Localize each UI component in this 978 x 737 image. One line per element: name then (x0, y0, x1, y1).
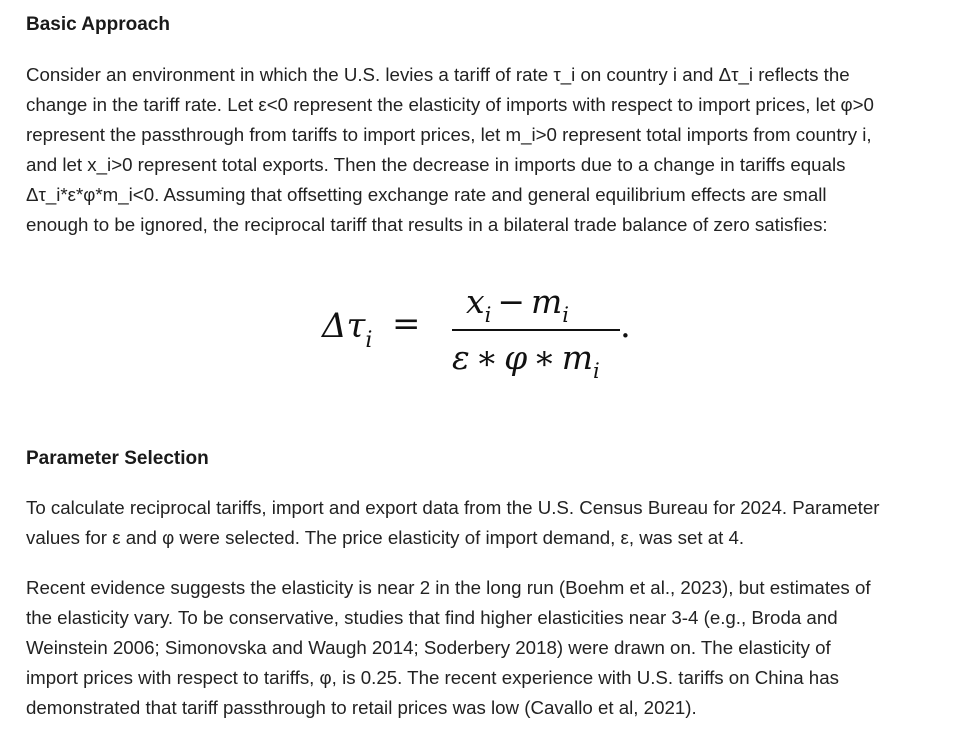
text-line: demonstrated that tariff passthrough to retail prices was low (Cavallo et al, 2021). (26, 697, 697, 718)
text-line: Consider an environment in which the U.S. levies a tariff of rate τ_i on country i and Δτ_i reflects the (26, 64, 850, 85)
text-line: Recent evidence suggests the elasticity is near 2 in the long run (Boehm et al., 2023), but estimates of (26, 577, 871, 598)
text-line: the elasticity vary. To be conservative, studies that find higher elasticities near 3-4 (e.g., Broda and (26, 607, 838, 628)
denominator-m: m (561, 338, 593, 377)
denominator-phi: φ (504, 338, 528, 377)
text-line: To calculate reciprocal tariffs, import and export data from the U.S. Census Bureau for 2024. Parameter (26, 497, 880, 518)
numerator-term-x-subscript: i (484, 303, 492, 327)
reciprocal-tariff-equation (322, 280, 642, 390)
equation-denominator (452, 338, 600, 383)
denominator-times-2: ∗ (533, 338, 556, 377)
heading-parameter-selection: Parameter Selection (26, 448, 209, 469)
paragraph-parameter-evidence (26, 573, 956, 723)
equation-fraction (452, 280, 631, 390)
text-line: enough to be ignored, the reciprocal tariff that results in a bilateral trade balance of zero satisfies: (26, 214, 828, 235)
paragraph-basic-approach (26, 60, 956, 240)
equation-lhs (322, 306, 373, 353)
equation-numerator (466, 282, 570, 327)
heading-basic-approach: Basic Approach (26, 14, 170, 35)
text-line: and let x_i>0 represent total exports. Then the decrease in imports due to a change in tariffs equals (26, 154, 846, 175)
denominator-times-1: ∗ (475, 338, 499, 377)
denominator-epsilon: ε (452, 338, 470, 377)
equation-period: . (620, 306, 631, 346)
equation-lhs-subscript: i (365, 328, 373, 353)
text-line: Weinstein 2006; Simonovska and Waugh 2014; Soderbery 2018) were drawn on. The elasticity of (26, 637, 831, 658)
numerator-term-m-subscript: i (562, 303, 570, 327)
text-line: represent the passthrough from tariffs to import prices, let m_i>0 represent total imports from country i, (26, 124, 872, 145)
text-line: Δτ_i*ε*φ*m_i<0. Assuming that offsetting exchange rate and general equilibrium effects are small (26, 184, 827, 205)
fraction-bar (452, 329, 620, 331)
equation-equals-sign: = (392, 304, 421, 344)
numerator-minus: − (497, 282, 525, 321)
denominator-m-subscript: i (593, 359, 600, 383)
text-line: change in the tariff rate. Let ε<0 represent the elasticity of imports with respect to import prices, let φ>0 (26, 94, 874, 115)
numerator-term-x: x (466, 282, 485, 321)
paragraph-parameter-data (26, 493, 956, 553)
text-line: import prices with respect to tariffs, φ, is 0.25. The recent experience with U.S. tariffs on China has (26, 667, 839, 688)
text-line: values for ε and φ were selected. The price elasticity of import demand, ε, was set at 4. (26, 527, 745, 548)
numerator-term-m: m (531, 282, 563, 321)
equation-lhs-symbol: Δτ (322, 306, 366, 346)
